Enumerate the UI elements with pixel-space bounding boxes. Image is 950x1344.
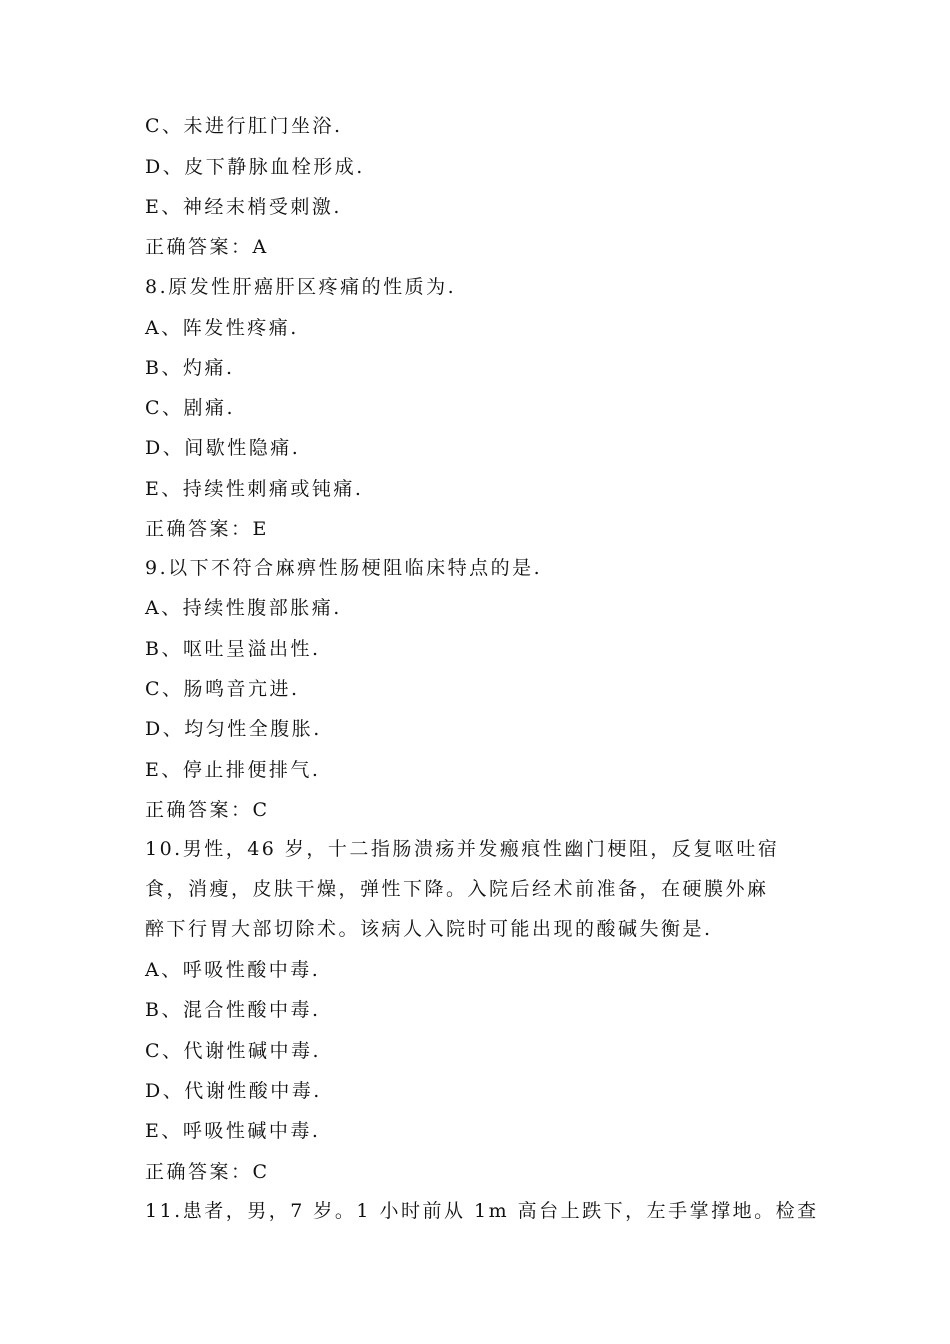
question-10-line-3: 醉下行胃大部切除术。该病人入院时可能出现的酸碱失衡是. xyxy=(145,918,713,940)
question-10-line-1: 10.男性，46 岁，十二指肠溃疡并发瘢痕性幽门梗阻，反复呕吐宿 xyxy=(145,838,780,860)
answer-q10: 正确答案：C xyxy=(145,1161,270,1183)
option-c-q10: C、代谢性碱中毒. xyxy=(145,1040,322,1062)
option-b-q9: B、呕吐呈溢出性. xyxy=(145,638,321,660)
option-d-q7: D、皮下静脉血栓形成. xyxy=(145,156,365,178)
answer-q9: 正确答案：C xyxy=(145,799,270,821)
option-e-q10: E、呼吸性碱中毒. xyxy=(145,1120,321,1142)
option-a-q8: A、阵发性疼痛. xyxy=(145,317,299,339)
answer-q7: 正确答案：A xyxy=(145,236,269,258)
option-c-q8: C、剧痛. xyxy=(145,397,236,419)
question-10-line-2: 食，消瘦，皮肤干燥，弹性下降。入院后经术前准备，在硬膜外麻 xyxy=(145,878,769,900)
option-e-q8: E、持续性刺痛或钝痛. xyxy=(145,478,364,500)
question-9: 9.以下不符合麻痹性肠梗阻临床特点的是. xyxy=(145,557,543,579)
option-d-q10: D、代谢性酸中毒. xyxy=(145,1080,322,1102)
option-d-q8: D、间歇性隐痛. xyxy=(145,437,301,459)
option-b-q8: B、灼痛. xyxy=(145,357,235,379)
option-b-q10: B、混合性酸中毒. xyxy=(145,999,321,1021)
question-11-line-1: 11.患者，男，7 岁。1 小时前从 1m 高台上跌下，左手掌撑地。检查 xyxy=(145,1200,819,1222)
option-a-q10: A、呼吸性酸中毒. xyxy=(145,959,321,981)
option-c-q7: C、未进行肛门坐浴. xyxy=(145,115,343,137)
answer-q8: 正确答案：E xyxy=(145,518,269,540)
option-c-q9: C、肠鸣音亢进. xyxy=(145,678,300,700)
option-e-q7: E、神经末梢受刺激. xyxy=(145,196,342,218)
option-a-q9: A、持续性腹部胀痛. xyxy=(145,597,342,619)
option-e-q9: E、停止排便排气. xyxy=(145,759,321,781)
question-8: 8.原发性肝癌肝区疼痛的性质为. xyxy=(145,276,457,298)
option-d-q9: D、均匀性全腹胀. xyxy=(145,718,322,740)
